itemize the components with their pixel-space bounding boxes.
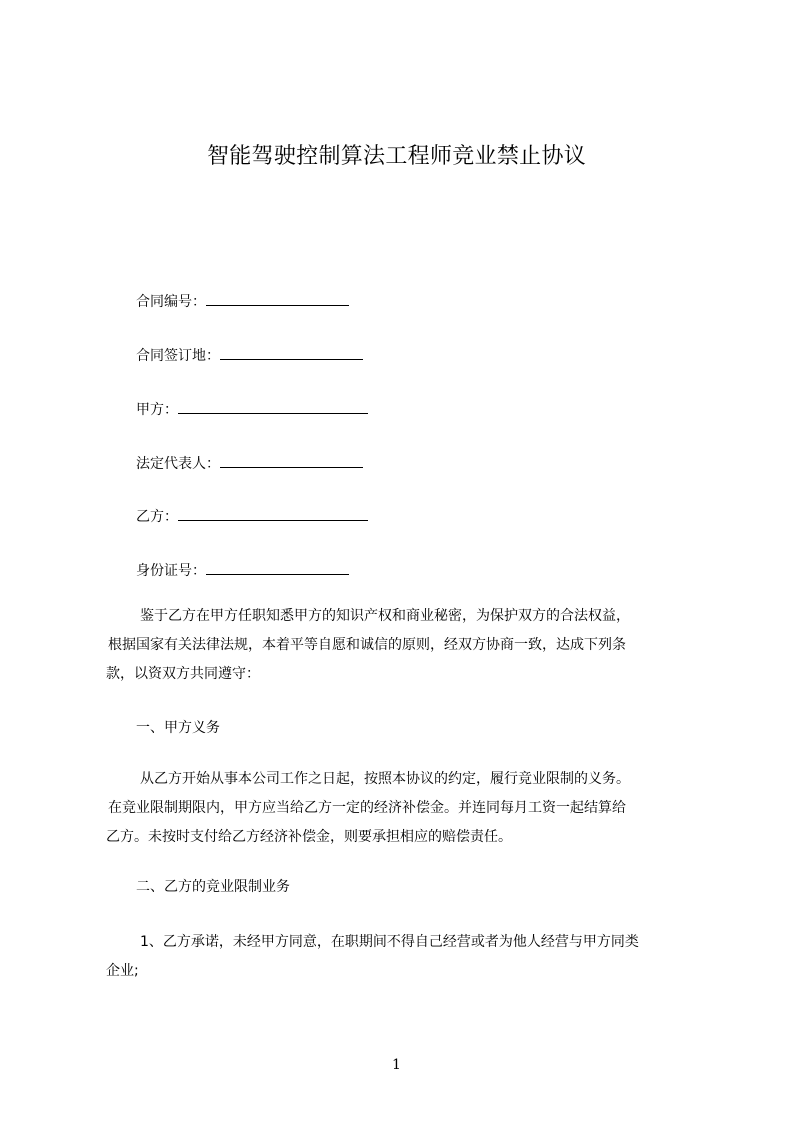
party-a-blank	[178, 399, 368, 414]
sign-place-label: 合同签订地：	[136, 348, 220, 364]
legal-rep-field	[136, 453, 363, 474]
section2-paragraph	[106, 928, 706, 986]
section1-line: 从乙方开始从事本公司工作之日起，按照本协议的约定，履行竞业限制的义务。	[140, 771, 630, 787]
sign-place-field	[136, 345, 363, 366]
id-number-blank	[206, 560, 349, 575]
contract-number-label: 合同编号：	[136, 294, 206, 310]
intro-paragraph	[106, 602, 706, 689]
party-a-label: 甲方：	[136, 402, 178, 418]
legal-rep-label: 法定代表人：	[136, 456, 220, 472]
document-title: 智能驾驶控制算法工程师竞业禁止协议	[206, 144, 587, 169]
party-b-blank	[178, 506, 368, 521]
party-b-field	[136, 506, 368, 527]
page-number: 1	[392, 1057, 401, 1073]
id-number-field	[136, 560, 349, 581]
section1-paragraph	[106, 765, 706, 852]
party-b-label: 乙方：	[136, 509, 178, 525]
section1-line: 在竞业限制期限内，甲方应当给乙方一定的经济补偿金。并连同每月工资一起结算给	[108, 800, 626, 816]
intro-line: 鉴于乙方在甲方任职知悉甲方的知识产权和商业秘密，为保护双方的合法权益，	[140, 608, 630, 624]
section1-line: 乙方。未按时支付给乙方经济补偿金，则要承担相应的赔偿责任。	[106, 829, 512, 845]
section2-line: 企业;	[106, 963, 139, 979]
contract-number-field	[136, 291, 349, 312]
contract-number-blank	[206, 291, 349, 306]
sign-place-blank	[220, 345, 363, 360]
id-number-label: 身份证号：	[136, 563, 206, 579]
section-heading-party-b-restrictions: 二、乙方的竞业限制业务	[136, 879, 290, 895]
intro-line: 款，以资双方共同遵守：	[106, 666, 260, 682]
legal-rep-blank	[220, 453, 363, 468]
section2-line: 1、乙方承诺，未经甲方同意，在职期间不得自己经营或者为他人经营与甲方同类	[140, 934, 639, 950]
party-a-field	[136, 399, 368, 420]
intro-line: 根据国家有关法律法规，本着平等自愿和诚信的原则，经双方协商一致，达成下列条	[108, 637, 626, 653]
section-heading-party-a-duties: 一、甲方义务	[136, 720, 220, 736]
